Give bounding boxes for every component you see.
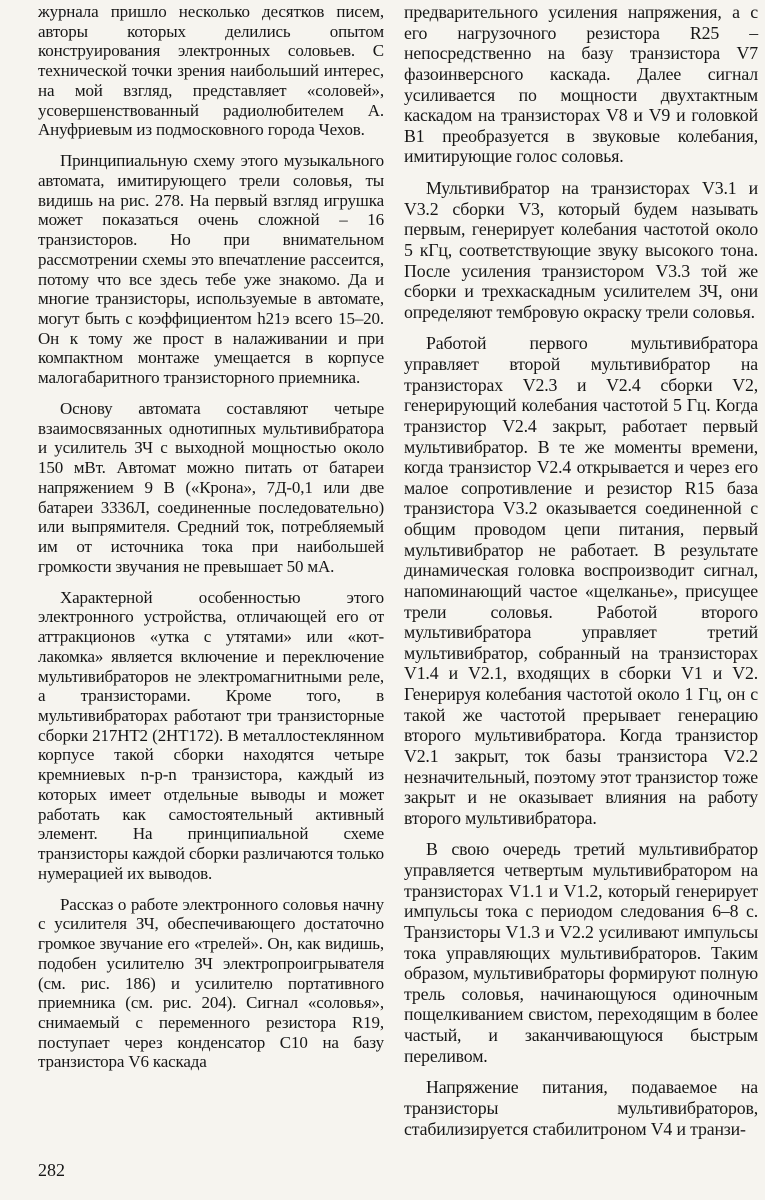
page-number: 282: [38, 1160, 65, 1180]
left-column: [38, 2, 384, 1083]
paragraph: предварительного усиления напряжения, а с его нагрузочного резистора R25 – непосредственно на базу транзистора V7 фазоинверсного каскада. Далее сигнал усиливается по мощности двухтактным каскадом на транзисторах V8 и V9 и головкой B1 преобразуется в звуковые колебания, имитирующие голос соловья.: [404, 2, 758, 167]
paragraph: Мультивибратор на транзисторах V3.1 и V3.2 сборки V3, который будем называть первым, генерирует колебания частотой около 5 кГц, соответствующие звуку высокого тона. После усиления транзистором V3.3 той же сборки и трехкаскадным усилителем ЗЧ, они определяют тембровую окраску трели соловья.: [404, 178, 758, 322]
paragraph: Характерной особенностью этого электронного устройства, отличающей его от аттракционов «утка с утятами» или «кот-лакомка» является включение и переключение мультивибраторов не электромагнитными реле, а транзисторами. Кроме того, в мультивибраторах работают три транзисторные сборки 217НТ2 (2НТ172). В металлостеклянном корпусе такой сборки находятся четыре кремниевых n-p-n транзистора, каждый из которых имеет отдельные выводы и может работать как самостоятельный активный элемент. На принципиальной схеме транзисторы каждой сборки различаются только нумерацией их выводов.: [38, 587, 384, 883]
paragraph: Принципиальную схему этого музыкального автомата, имитирующего трели соловья, ты видишь на рис. 278. На первый взгляд игрушка может показаться очень сложной – 16 транзисторов. Но при внимательном рассмотрении схемы это впечатление рассеится, потому что все здесь тебе уже знакомо. Да и многие транзисторы, используемые в автомате, могут быть с коэффициентом h21э всего 15–20. Он к тому же прост в налаживании и при компактном монтаже умещается в корпусе малогабаритного транзисторного приемника.: [38, 151, 384, 388]
paragraph: журнала пришло несколько десятков писем, авторы которых делились опытом конструирования электронных соловьев. С технической точки зрения наибольший интерес, на мой взгляд, представляет «соловей», усовершенствованный радиолюбителем А. Ануфриевым из подмосковного города Чехов.: [38, 2, 384, 140]
paragraph: Напряжение питания, подаваемое на транзисторы мультивибраторов, стабилизируется стабилитроном V4 и транзи-: [404, 1077, 758, 1139]
paragraph: Работой первого мультивибратора управляет второй мультивибратор на транзисторах V2.3 и V2.4 сборки V2, генерирующий колебания частотой 5 Гц. Когда транзистор V2.4 закрыт, работает первый мультивибратор. В те же моменты времени, когда транзистор V2.4 открывается и через его малое сопротивление и резистор R15 база транзистора V3.2 оказывается соединенной с общим проводом цепи питания, первый мультивибратор не работает. В результате динамическая головка воспроизводит сигнал, напоминающий частое «щелканье», присущее трели соловья. Работой второго мультивибратора управляет третий мультивибратор, собранный на транзисторах V1.4 и V2.1, входящих в сборки V1 и V2. Генерируя колебания частотой около 1 Гц, он с такой же частотой прерывает генерацию второго мультивибратора. Когда транзистор V2.1 закрыт, ток базы транзистора V2.2 незначительный, поэтому этот транзистор тоже закрыт и не оказывает влияния на работу второго мультивибратора.: [404, 333, 758, 828]
paragraph: Основу автомата составляют четыре взаимосвязанных однотипных мультивибратора и усилитель ЗЧ с выходной мощностью около 150 мВт. Автомат можно питать от батареи напряжением 9 В («Крона», 7Д-0,1 или две батареи 3336Л, соединенные последовательно) или выпрямителя. Средний ток, потребляемый им от источника тока при наибольшей громкости звучания не превышает 50 мА.: [38, 398, 384, 576]
right-column: [404, 2, 758, 1150]
paragraph: Рассказ о работе электронного соловья начну с усилителя ЗЧ, обеспечивающего достаточно громкое звучание его «трелей». Он, как видишь, подобен усилителю ЗЧ электропроигрывателя (см. рис. 186) и усилителю портативного приемника (см. рис. 204). Сигнал «соловья», снимаемый с переменного резистора R19, поступает через конденсатор C10 на базу транзистора V6 каскада: [38, 894, 384, 1072]
paragraph: В свою очередь третий мультивибратор управляется четвертым мультивибратором на транзисторах V1.1 и V1.2, который генерирует импульсы тока с периодом следования 6–8 с. Транзисторы V1.3 и V2.2 усиливают импульсы тока управляющих мультивибраторов. Таким образом, мультивибраторы формируют полную трель соловья, начинающуюся одиночным пощелкиванием свистом, переходящим в более частый, и заканчивающуюся быстрым переливом.: [404, 839, 758, 1066]
